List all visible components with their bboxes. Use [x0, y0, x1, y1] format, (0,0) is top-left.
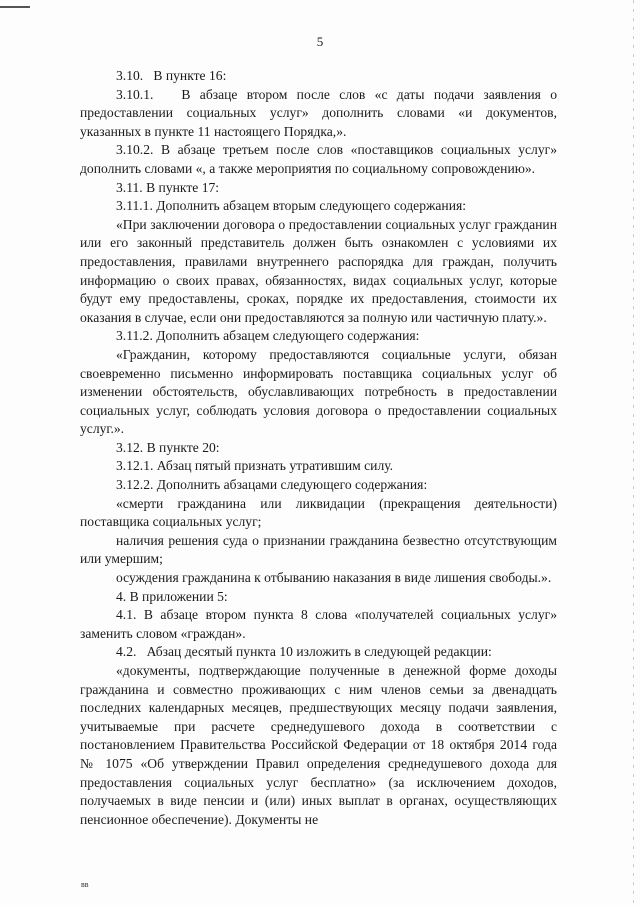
- scan-artifact-mark: [0, 6, 30, 8]
- paragraph: 3.10. В пункте 16:: [116, 68, 227, 83]
- paragraph: наличия решения суда о признании гражданина безвестно отсутствующим или умершим;: [80, 532, 557, 567]
- paragraph: 3.12.2. Дополнить абзацами следующего содержания:: [116, 477, 428, 493]
- paragraph: 3.10.1. В абзаце втором после слов «с даты подачи заявления о предоставлении социальных услуг» дополнить словами «и документов, указанных в пункте 11 настоящего Порядка,».: [80, 86, 557, 139]
- paragraph: 3.12.1. Абзац пятый признать утратившим силу.: [116, 458, 394, 474]
- paragraph: «При заключении договора о предоставлении социальных услуг гражданин или его законный представитель должен быть ознакомлен с условиями их предоставления, правилами внутреннего распорядка для граждан, получить информацию о своих правах, обязанностях, видах социальных услуг, которые будут ему предоставлены, сроках, порядке их предоставления, стоимости их оказания в случае, если они предоставляются за полную или частичную плату.».: [80, 216, 557, 325]
- footer-initials: вв: [81, 880, 89, 889]
- paragraph: 3.11.2. Дополнить абзацем следующего содержания:: [116, 328, 420, 344]
- scan-edge-artifact: [633, 0, 634, 905]
- paragraph: «смерти гражданина или ликвидации (прекращения деятельности) поставщика социальных услуг;: [80, 495, 557, 530]
- paragraph: 4.1. В абзаце втором пункта 8 слова «получателей социальных услуг» заменить словом «граждан».: [80, 607, 557, 641]
- document-body: [80, 67, 557, 829]
- paragraph: 4.2. Абзац десятый пункта 10 изложить в следующей редакции:: [116, 644, 492, 660]
- paragraph: 4. В приложении 5:: [116, 588, 228, 604]
- paragraph: 3.11. В пункте 17:: [116, 179, 220, 195]
- page-number: 5: [316, 34, 324, 49]
- paragraph: осуждения гражданина к отбыванию наказания в виде лишения свободы.».: [116, 570, 552, 586]
- paragraph: 3.10.2. В абзаце третьем после слов «поставщиков социальных услуг» дополнить словами «, а также мероприятия по социальному сопровождению».: [80, 142, 557, 176]
- paragraph: 3.12. В пункте 20:: [116, 439, 220, 455]
- paragraph: 3.11.1. Дополнить абзацем вторым следующего содержания:: [116, 198, 467, 214]
- paragraph: «документы, подтверждающие полученные в денежной форме доходы гражданина и совместно проживающих с ним членов семьи за двенадцать последних календарных месяцев, предшествующих месяцу подачи заявления, учитываемые при расчете среднедушевого дохода в соответствии с постановлением Правительства Российской Федерации от 18 октября 2014 года № 1075 «Об утверждении Правил определения среднедушевого дохода для предоставления социальных услуг бесплатно» (за исключением доходов, получаемых в виде пенсии и (или) иных выплат в органах, осуществляющих пенсионное обеспечение). Документы не: [80, 663, 557, 827]
- paragraph: «Гражданин, которому предоставляются социальные услуги, обязан своевременно письменно информировать поставщика социальных услуг об изменении обстоятельств, обуславливающих потребность в предоставлении социальных услуг, соблюдать условия договора о предоставлении социальных услуг.».: [80, 346, 557, 437]
